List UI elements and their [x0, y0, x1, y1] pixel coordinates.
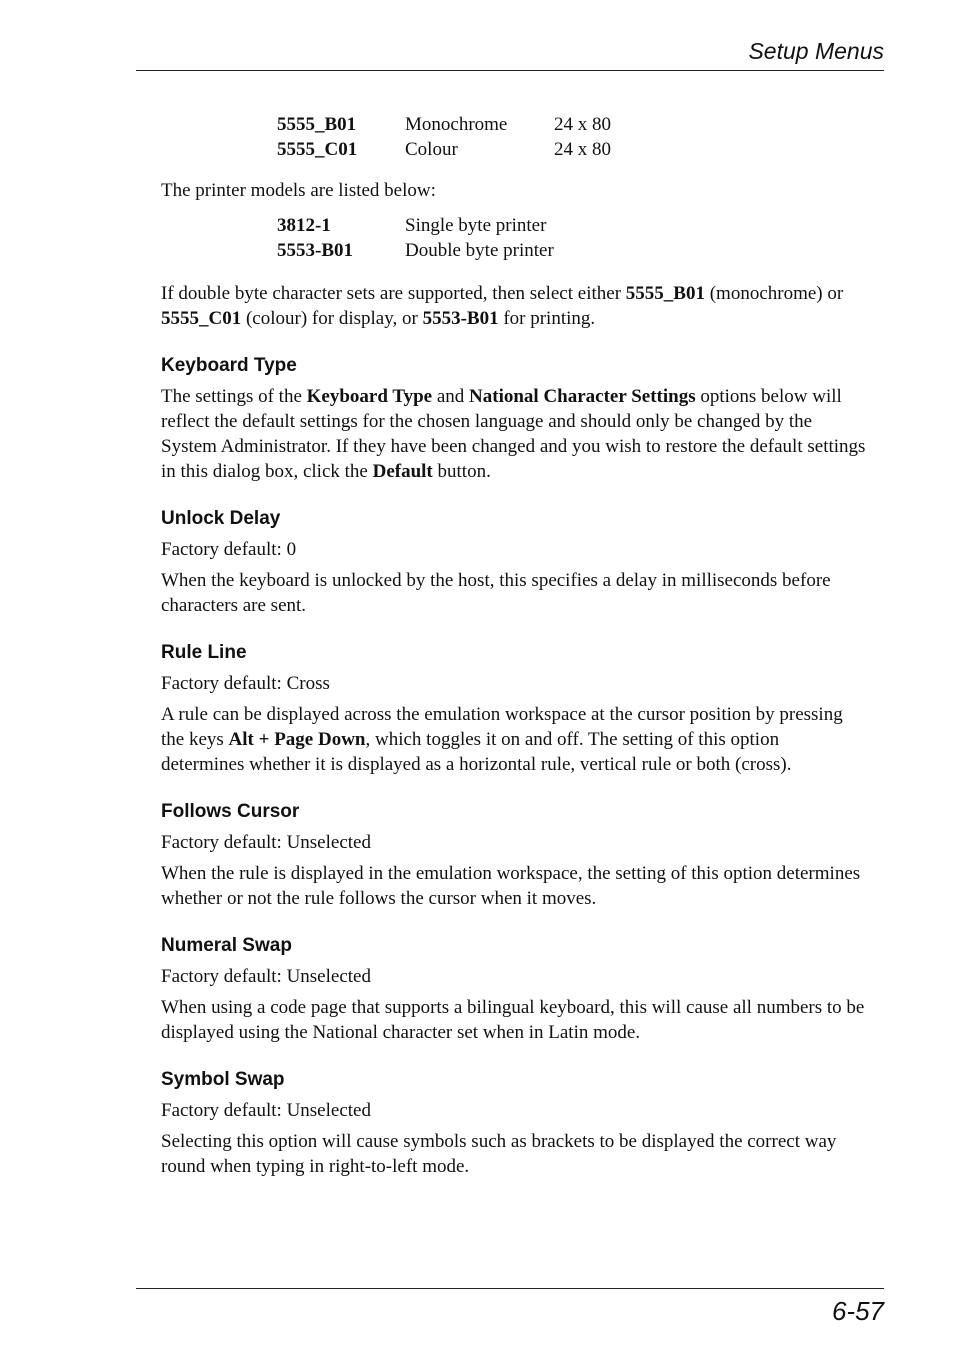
text-run: button.	[432, 461, 491, 482]
text-run: , which toggles it on and off. The setting of this option determines whether it is displayed as a horizontal rule, vertical rule or both (cross).	[161, 729, 792, 775]
dbcs-paragraph	[161, 281, 866, 331]
section-heading-keyboard-type: Keyboard Type	[161, 355, 297, 376]
section-heading-symbol-swap: Symbol Swap	[161, 1069, 285, 1090]
printer-intro: The printer models are listed below:	[161, 180, 436, 201]
model-size: 24 x 80	[554, 114, 611, 135]
text-run: The settings of the	[161, 386, 307, 407]
printer-model: 3812-1	[277, 215, 331, 236]
text-run: for printing.	[498, 308, 596, 329]
unlock-delay-body: When the keyboard is unlocked by the host, this specifies a delay in milliseconds before characters are sent.	[161, 570, 831, 616]
printer-models-table	[277, 213, 866, 263]
model-name: 5555_C01	[277, 139, 358, 160]
model-name: 5555_B01	[277, 114, 357, 135]
rule-line-body	[161, 702, 866, 777]
symbol-swap-body: Selecting this option will cause symbols such as brackets to be displayed the correct way round when typing in right-to-left mode.	[161, 1131, 837, 1177]
text-run: If double byte character sets are supported, then select either	[161, 283, 626, 304]
text-run: and	[432, 386, 470, 407]
page-content	[161, 112, 866, 1179]
bold-run: National Character Settings	[469, 386, 696, 407]
factory-default: Factory default: Unselected	[161, 966, 371, 987]
factory-default: Factory default: Cross	[161, 673, 330, 694]
factory-default: Factory default: Unselected	[161, 1100, 371, 1121]
bold-run: Default	[372, 461, 433, 482]
printer-desc: Single byte printer	[405, 215, 547, 236]
bold-run: 5555_B01	[625, 283, 705, 304]
numeral-swap-body: When using a code page that supports a bilingual keyboard, this will cause all numbers to be displayed using the National character set when in Latin mode.	[161, 997, 865, 1043]
text-run: A rule can be displayed across the emulation workspace at the cursor position by pressing the keys	[161, 704, 843, 750]
keyboard-type-body	[161, 384, 866, 484]
header-rule	[136, 70, 884, 71]
section-heading-unlock-delay: Unlock Delay	[161, 508, 281, 529]
display-models-table	[277, 112, 866, 162]
table-row	[277, 137, 866, 162]
section-heading-follows-cursor: Follows Cursor	[161, 801, 300, 822]
table-row	[277, 213, 866, 238]
printer-desc: Double byte printer	[405, 240, 554, 261]
section-heading-rule-line: Rule Line	[161, 642, 247, 663]
footer-rule	[136, 1288, 884, 1289]
bold-run: 5553-B01	[422, 308, 499, 329]
printer-model: 5553-B01	[277, 240, 353, 261]
factory-default: Factory default: 0	[161, 539, 297, 560]
model-type: Monochrome	[405, 114, 508, 135]
model-size: 24 x 80	[554, 139, 611, 160]
bold-run: Alt + Page Down	[228, 729, 366, 750]
follows-cursor-body: When the rule is displayed in the emulation workspace, the setting of this option determines whether or not the rule follows the cursor when it moves.	[161, 863, 861, 909]
section-heading-numeral-swap: Numeral Swap	[161, 935, 292, 956]
model-type: Colour	[405, 139, 458, 160]
bold-run: Keyboard Type	[306, 386, 433, 407]
running-header: Setup Menus	[748, 38, 884, 64]
text-run: (colour) for display, or	[241, 308, 423, 329]
table-row	[277, 238, 866, 263]
text-run: options below will reflect the default settings for the chosen language and should only be changed by the System Administrator. If they have been changed and you wish to restore the default settings in this dialog box, click the	[161, 386, 866, 482]
text-run: (monochrome) or	[704, 283, 844, 304]
bold-run: 5555_C01	[161, 308, 242, 329]
table-row	[277, 112, 866, 137]
page-number: 6-57	[831, 1296, 884, 1326]
factory-default: Factory default: Unselected	[161, 832, 371, 853]
